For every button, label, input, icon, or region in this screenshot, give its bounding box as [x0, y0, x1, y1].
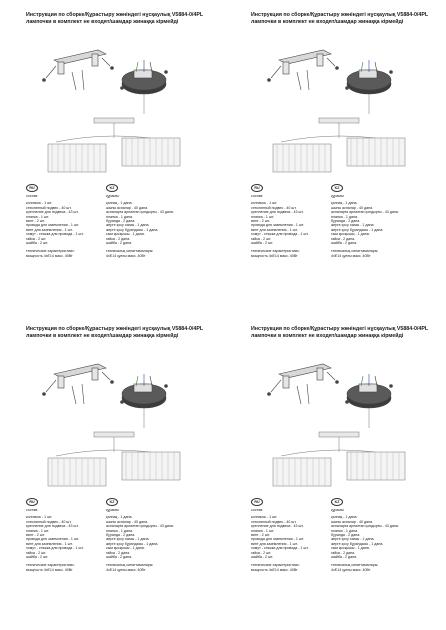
list-item: шыны аспалар - 40 дана.: [331, 205, 374, 210]
list-item: шыны аспалар - 40 дана.: [106, 519, 149, 524]
spec-kz: 4xE14 қуаты макс. 40Вт: [106, 567, 146, 572]
list-item: гайка - 2 дана.: [106, 236, 131, 241]
spec-ru: мощность 4xE14 макс. 40Вт: [251, 253, 298, 258]
composition-kz: [106, 184, 196, 258]
list-item: планка - 1 шт.: [251, 214, 274, 219]
composition-header-kz: құрамы:: [331, 508, 345, 512]
list-item: провода для заземления - 1 шт.: [26, 223, 79, 228]
list-item: стеклянный подвес - 40 шт.: [26, 205, 72, 210]
kz-badge: KZ: [106, 184, 118, 192]
list-item: гайка - 2 дана.: [331, 550, 356, 555]
spec-header-kz: техникалық сипаттамалары:: [331, 249, 379, 254]
instruction-sheet: [251, 326, 446, 616]
title-line-1: Инструкция по сборке/Құрастыру жөніндегі нұсқаулық V5884-0/4PL: [251, 326, 429, 332]
canopy-wiring-diagram: [346, 374, 393, 428]
title-line-1: Инструкция по сборке/Құрастыру жөніндегі нұсқаулық V5884-0/4PL: [26, 326, 204, 332]
list-item: шыны аспалар - 40 дана.: [106, 205, 149, 210]
title-line-1: Инструкция по сборке/Құрастыру жөніндегі нұсқаулық V5884-0/4PL: [26, 12, 204, 18]
list-item: жерге қосу сымы - 1 дана.: [106, 537, 150, 542]
list-item: колпачок - 1 шт.: [251, 515, 278, 520]
kz-badge: KZ: [331, 184, 343, 192]
spec-ru: мощность 4xE14 макс. 40Вт: [26, 567, 73, 572]
list-item: винт - 2 шт.: [26, 219, 45, 224]
list-item: шайба - 2 дана.: [106, 555, 133, 560]
list-item: аспаларға арналған қондырғы - 43 дана.: [106, 210, 174, 215]
assembly-illustration: [26, 32, 226, 182]
composition-header-ru: состав:: [26, 508, 39, 512]
composition-ru: [26, 498, 116, 572]
list-item: гайка - 2 шт.: [251, 236, 272, 241]
list-item: шайба - 2 дана.: [106, 241, 133, 246]
spec-header-ru: технические характеристики:: [251, 563, 300, 568]
spec-kz: 4xE14 қуаты макс. 40Вт: [106, 253, 146, 258]
composition-header-ru: состав:: [251, 508, 264, 512]
list-item: крепление для подвеса - 43 шт.: [251, 524, 304, 529]
list-item: шайба - 2 шт.: [251, 555, 274, 560]
spec-header-kz: техникалық сипаттамалары:: [331, 563, 379, 568]
assembly-illustration: [251, 346, 446, 496]
chandelier-diagram: [273, 118, 405, 172]
list-item: винт - 2 шт.: [251, 219, 270, 224]
spec-ru: мощность 4xE14 макс. 40Вт: [251, 567, 298, 572]
composition-header-ru: состав:: [251, 194, 264, 198]
list-item: хомут - стяжка для провода - 1 шт.: [26, 546, 84, 551]
list-item: аспаларға арналған қондырғы - 43 дана.: [106, 524, 174, 529]
list-item: бұранда - 2 дана.: [106, 219, 136, 224]
list-item: крепление для подвеса - 43 шт.: [26, 210, 79, 215]
list-item: гайка - 2 дана.: [331, 236, 356, 241]
list-item: планка - 1 дана.: [331, 528, 358, 533]
composition-kz: [106, 498, 196, 572]
canopy-wiring-diagram: [121, 374, 168, 428]
list-item: крепление для подвеса - 43 шт.: [251, 210, 304, 215]
instruction-sheet: [26, 326, 226, 616]
composition-kz: [331, 184, 421, 258]
list-item: винт - 2 шт.: [26, 533, 45, 538]
list-item: шайба - 2 шт.: [26, 241, 49, 246]
list-item: шыны аспалар - 40 дана.: [331, 519, 374, 524]
list-item: қалпақ - 1 дана.: [331, 201, 358, 206]
ru-badge: RU: [26, 184, 38, 192]
mounting-plate-diagram: [268, 50, 339, 90]
spec-ru: мощность 4xE14 макс. 40Вт: [26, 253, 73, 258]
list-item: винт для заземления - 1 шт.: [26, 541, 73, 546]
spec-header-ru: технические характеристики:: [26, 563, 75, 568]
title-line-2: лампочки в комплект не входят/шамдар жинаққа кірмейді: [26, 333, 179, 339]
list-item: жерге қосу сымы - 1 дана.: [106, 223, 150, 228]
list-item: хомут - стяжка для провода - 1 шт.: [26, 232, 84, 237]
list-item: жерге қосу бұрандасы - 1 дана.: [331, 541, 384, 546]
instruction-sheet: [251, 12, 446, 302]
spec-kz: 4xE14 қуаты макс. 40Вт: [331, 567, 371, 572]
list-item: крепление для подвеса - 43 шт.: [26, 524, 79, 529]
title-line-1: Инструкция по сборке/Құрастыру жөніндегі нұсқаулық V5884-0/4PL: [251, 12, 429, 18]
list-item: жерге қосу бұрандасы - 1 дана.: [331, 227, 384, 232]
list-item: колпачок - 1 шт.: [26, 515, 53, 520]
list-item: шайба - 2 дана.: [331, 241, 358, 246]
title-line-2: лампочки в комплект не входят/шамдар жинаққа кірмейді: [251, 19, 404, 25]
instruction-sheet: [26, 12, 226, 302]
list-item: колпачок - 1 шт.: [26, 201, 53, 206]
list-item: планка - 1 дана.: [106, 528, 133, 533]
title-line-2: лампочки в комплект не входят/шамдар жинаққа кірмейді: [251, 333, 404, 339]
composition-ru: [251, 498, 341, 572]
list-item: аспаларға арналған қондырғы - 43 дана.: [331, 210, 399, 215]
kz-badge: KZ: [331, 498, 343, 506]
list-item: сым қысқышы - 1 дана.: [106, 232, 145, 237]
sheet-title: [251, 12, 446, 26]
spec-header-ru: технические характеристики:: [26, 249, 75, 254]
list-item: жерге қосу бұрандасы - 1 дана.: [106, 541, 159, 546]
assembly-illustration: [26, 346, 226, 496]
list-item: планка - 1 дана.: [331, 214, 358, 219]
list-item: винт для заземления - 1 шт.: [251, 227, 298, 232]
chandelier-diagram: [48, 432, 180, 486]
ru-badge: RU: [26, 498, 38, 506]
assembly-illustration: [251, 32, 446, 182]
spec-kz: 4xE14 қуаты макс. 40Вт: [331, 253, 371, 258]
list-item: гайка - 2 шт.: [26, 236, 47, 241]
list-item: гайка - 2 шт.: [26, 550, 47, 555]
list-item: гайка - 2 шт.: [251, 550, 272, 555]
mounting-plate-diagram: [43, 50, 114, 90]
list-item: стеклянный подвес - 40 шт.: [251, 205, 297, 210]
canopy-wiring-diagram: [121, 60, 168, 114]
list-item: шайба - 2 дана.: [331, 555, 358, 560]
composition-kz: [331, 498, 421, 572]
mounting-plate-diagram: [43, 364, 114, 404]
list-item: сым қысқышы - 1 дана.: [331, 546, 370, 551]
list-item: шайба - 2 шт.: [251, 241, 274, 246]
sheet-title: [26, 12, 226, 26]
list-item: хомут - стяжка для провода - 1 шт.: [251, 546, 309, 551]
list-item: провода для заземления - 1 шт.: [251, 537, 304, 542]
ru-badge: RU: [251, 498, 263, 506]
list-item: жерге қосу бұрандасы - 1 дана.: [106, 227, 159, 232]
chandelier-diagram: [48, 118, 180, 172]
list-item: планка - 1 шт.: [251, 528, 274, 533]
composition-header-ru: состав:: [26, 194, 39, 198]
title-line-2: лампочки в комплект не входят/шамдар жинаққа кірмейді: [26, 19, 179, 25]
list-item: провода для заземления - 1 шт.: [26, 537, 79, 542]
composition-header-kz: құрамы:: [331, 194, 345, 198]
spec-header-ru: технические характеристики:: [251, 249, 300, 254]
sheet-title: [251, 326, 446, 340]
list-item: қалпақ - 1 дана.: [331, 515, 358, 520]
spec-header-kz: техникалық сипаттамалары:: [106, 563, 154, 568]
composition-ru: [26, 184, 116, 258]
list-item: жерге қосу сымы - 1 дана.: [331, 223, 375, 228]
spec-header-kz: техникалық сипаттамалары:: [106, 249, 154, 254]
list-item: планка - 1 шт.: [26, 528, 49, 533]
list-item: стеклянный подвес - 40 шт.: [251, 519, 297, 524]
list-item: қалпақ - 1 дана.: [106, 201, 133, 206]
mounting-plate-diagram: [268, 364, 339, 404]
composition-header-kz: құрамы:: [106, 194, 120, 198]
list-item: сым қысқышы - 1 дана.: [331, 232, 370, 237]
list-item: хомут - стяжка для провода - 1 шт.: [251, 232, 309, 237]
list-item: винт - 2 шт.: [251, 533, 270, 538]
list-item: бұранда - 2 дана.: [106, 533, 136, 538]
list-item: винт для заземления - 1 шт.: [26, 227, 73, 232]
list-item: аспаларға арналған қондырғы - 43 дана.: [331, 524, 399, 529]
list-item: бұранда - 2 дана.: [331, 219, 361, 224]
sheet-title: [26, 326, 226, 340]
list-item: қалпақ - 1 дана.: [106, 515, 133, 520]
composition-header-kz: құрамы:: [106, 508, 120, 512]
kz-badge: KZ: [106, 498, 118, 506]
list-item: шайба - 2 шт.: [26, 555, 49, 560]
list-item: бұранда - 2 дана.: [331, 533, 361, 538]
list-item: планка - 1 дана.: [106, 214, 133, 219]
list-item: планка - 1 шт.: [26, 214, 49, 219]
list-item: колпачок - 1 шт.: [251, 201, 278, 206]
chandelier-diagram: [273, 432, 405, 486]
composition-ru: [251, 184, 341, 258]
list-item: сым қысқышы - 1 дана.: [106, 546, 145, 551]
canopy-wiring-diagram: [346, 60, 393, 114]
ru-badge: RU: [251, 184, 263, 192]
list-item: гайка - 2 дана.: [106, 550, 131, 555]
list-item: винт для заземления - 1 шт.: [251, 541, 298, 546]
list-item: жерге қосу сымы - 1 дана.: [331, 537, 375, 542]
list-item: провода для заземления - 1 шт.: [251, 223, 304, 228]
list-item: стеклянный подвес - 40 шт.: [26, 519, 72, 524]
